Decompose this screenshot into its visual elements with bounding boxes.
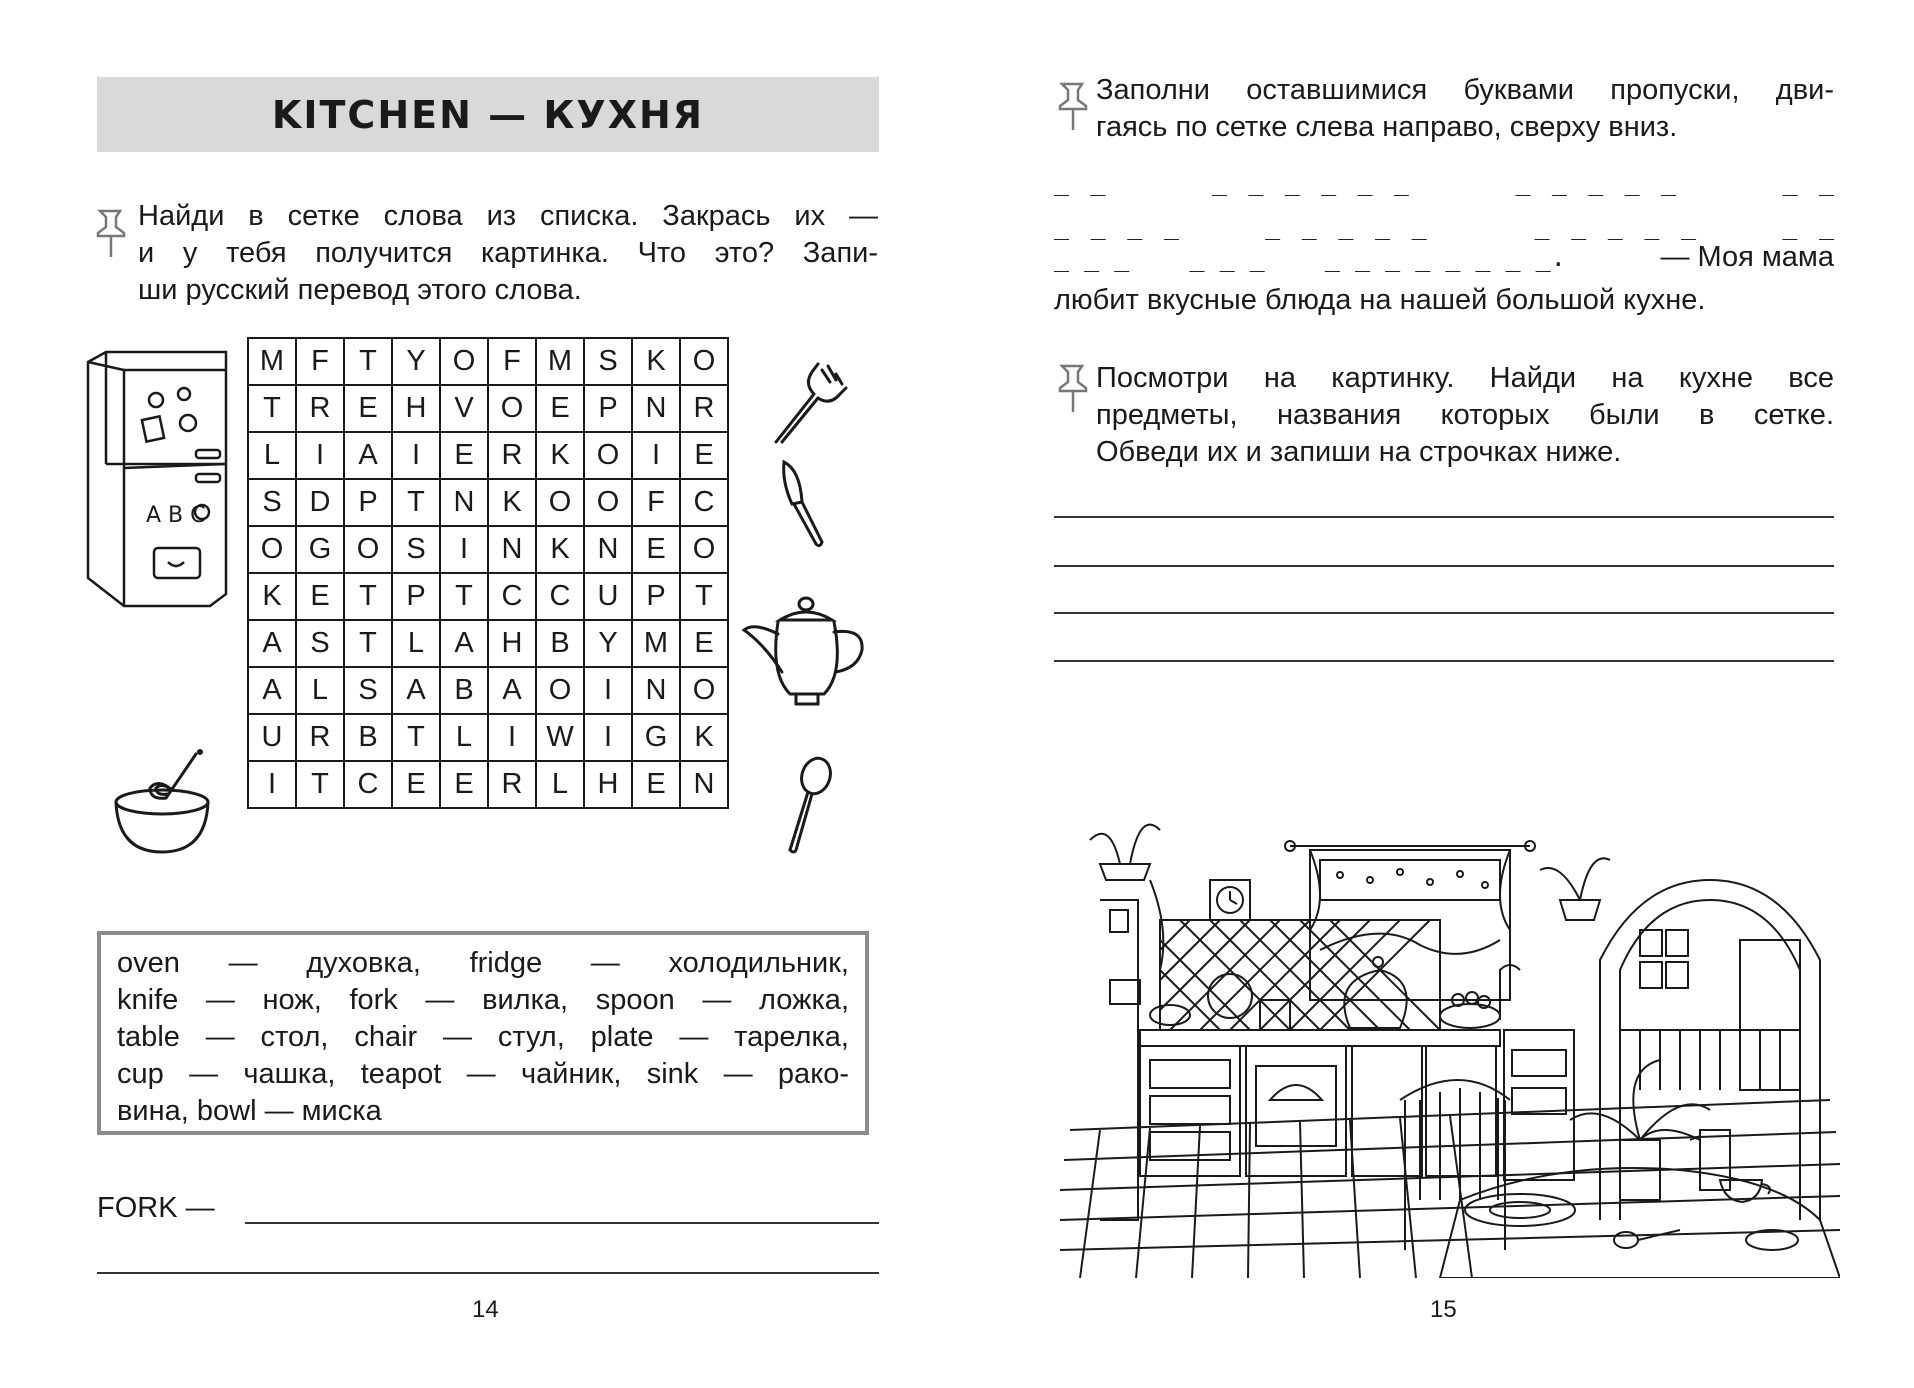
grid-cell[interactable]: C	[536, 573, 584, 620]
writing-line[interactable]	[1054, 612, 1834, 614]
grid-cell[interactable]: L	[440, 714, 488, 761]
teapot-icon	[740, 594, 870, 710]
grid-cell[interactable]: V	[440, 385, 488, 432]
page-number: 14	[472, 1296, 499, 1323]
grid-cell[interactable]: T	[680, 573, 728, 620]
grid-cell[interactable]: E	[440, 761, 488, 808]
fill-blank-line-3	[1054, 238, 1834, 278]
grid-cell[interactable]: O	[488, 385, 536, 432]
grid-cell[interactable]: S	[344, 667, 392, 714]
grid-cell[interactable]: I	[488, 714, 536, 761]
grid-cell[interactable]: I	[296, 432, 344, 479]
fill-blank-line[interactable]: _ _ _ _ _ _ _ _ _ _ _ _ _ _.	[1054, 243, 1566, 272]
grid-cell[interactable]: N	[584, 526, 632, 573]
grid-cell[interactable]: A	[248, 667, 296, 714]
grid-cell[interactable]: O	[680, 526, 728, 573]
fork-icon	[770, 354, 850, 448]
writing-line[interactable]	[1054, 516, 1834, 518]
grid-cell[interactable]: L	[536, 761, 584, 808]
grid-cell[interactable]: G	[296, 526, 344, 573]
grid-row	[248, 432, 728, 479]
grid-row	[248, 526, 728, 573]
grid-cell[interactable]: A	[440, 620, 488, 667]
task2-line: гаясь по сетке слева направо, сверху вниз.	[1096, 111, 1678, 143]
grid-cell[interactable]: E	[392, 761, 440, 808]
vocabulary-line: cup — чашка, teapot — чайник, sink — рако-	[117, 1058, 849, 1090]
fill-sentence-end: любит вкусные блюда на нашей большой кухне.	[1054, 284, 1706, 316]
grid-cell[interactable]: M	[632, 620, 680, 667]
grid-row	[248, 714, 728, 761]
grid-cell[interactable]: O	[680, 338, 728, 385]
writing-line[interactable]	[1054, 565, 1834, 567]
bowl-whisk-icon	[110, 748, 214, 858]
grid-cell[interactable]: F	[632, 479, 680, 526]
knife-icon	[780, 458, 830, 548]
grid-cell[interactable]: K	[536, 526, 584, 573]
grid-cell[interactable]: P	[584, 385, 632, 432]
task1-line: Найди в сетке слова из списка. Закрась их —	[138, 200, 878, 232]
grid-cell[interactable]: O	[440, 338, 488, 385]
grid-cell[interactable]: T	[344, 338, 392, 385]
grid-cell[interactable]: R	[680, 385, 728, 432]
task2-line: Заполни оставшимися буквами пропуски, дви-	[1096, 74, 1834, 106]
fridge-illustration	[84, 348, 232, 608]
grid-cell[interactable]: S	[584, 338, 632, 385]
grid-row	[248, 620, 728, 667]
grid-cell[interactable]: O	[248, 526, 296, 573]
grid-cell[interactable]: P	[392, 573, 440, 620]
grid-cell[interactable]: H	[584, 761, 632, 808]
grid-cell[interactable]: R	[296, 385, 344, 432]
answer-line[interactable]	[245, 1222, 879, 1224]
grid-row	[248, 385, 728, 432]
grid-cell[interactable]: A	[248, 620, 296, 667]
grid-cell[interactable]: K	[536, 432, 584, 479]
word-search-grid	[247, 337, 729, 809]
grid-cell[interactable]: R	[488, 761, 536, 808]
grid-cell[interactable]: L	[392, 620, 440, 667]
grid-cell[interactable]: W	[536, 714, 584, 761]
grid-cell[interactable]: I	[248, 761, 296, 808]
grid-cell[interactable]: K	[680, 714, 728, 761]
grid-cell[interactable]: O	[536, 667, 584, 714]
grid-cell[interactable]: M	[536, 338, 584, 385]
vocabulary-line: table — стол, chair — стул, plate — тарелка,	[117, 1021, 849, 1053]
grid-cell[interactable]: K	[632, 338, 680, 385]
grid-cell[interactable]: B	[440, 667, 488, 714]
answer-line[interactable]	[97, 1272, 879, 1274]
grid-row	[248, 573, 728, 620]
task3-line: Обведи их и запиши на строчках ниже.	[1096, 436, 1622, 468]
answer-label: FORK —	[97, 1192, 215, 1224]
grid-cell[interactable]: T	[296, 761, 344, 808]
grid-cell[interactable]: D	[296, 479, 344, 526]
grid-cell[interactable]: R	[296, 714, 344, 761]
grid-cell[interactable]: O	[584, 479, 632, 526]
grid-cell[interactable]: N	[440, 479, 488, 526]
grid-cell[interactable]: E	[344, 385, 392, 432]
grid-row	[248, 479, 728, 526]
grid-cell[interactable]: C	[344, 761, 392, 808]
task1-line: ши русский перевод этого слова.	[138, 274, 582, 306]
grid-cell[interactable]: C	[488, 573, 536, 620]
grid-cell[interactable]: E	[440, 432, 488, 479]
grid-cell[interactable]: U	[584, 573, 632, 620]
task1-line: и у тебя получится картинка. Что это? Запи-	[138, 237, 878, 269]
fill-sentence-part: — Моя мама	[1660, 241, 1834, 273]
task3-line: Посмотри на картинку. Найди на кухне все	[1096, 362, 1834, 394]
grid-cell[interactable]: O	[584, 432, 632, 479]
grid-cell[interactable]: T	[440, 573, 488, 620]
grid-cell[interactable]: F	[488, 338, 536, 385]
vocabulary-line: oven — духовка, fridge — холодильник,	[117, 947, 849, 979]
grid-cell[interactable]: B	[536, 620, 584, 667]
task2-instructions	[1096, 72, 1834, 146]
grid-cell[interactable]: N	[488, 526, 536, 573]
grid-cell[interactable]: O	[680, 667, 728, 714]
grid-row	[248, 667, 728, 714]
grid-cell[interactable]: L	[248, 432, 296, 479]
grid-cell[interactable]: S	[248, 479, 296, 526]
kitchen-scene-illustration	[1060, 800, 1840, 1278]
grid-cell[interactable]: Y	[584, 620, 632, 667]
task3-instructions	[1096, 360, 1834, 471]
grid-cell[interactable]: U	[248, 714, 296, 761]
pushpin-icon	[1056, 78, 1090, 134]
grid-cell[interactable]: E	[536, 385, 584, 432]
grid-cell[interactable]: N	[632, 667, 680, 714]
page-title: KITCHEN — КУХНЯ	[97, 77, 879, 152]
grid-cell[interactable]: I	[392, 432, 440, 479]
grid-cell[interactable]: E	[680, 620, 728, 667]
grid-cell[interactable]: I	[584, 667, 632, 714]
grid-cell[interactable]: B	[344, 714, 392, 761]
grid-cell[interactable]: S	[392, 526, 440, 573]
grid-cell[interactable]: T	[248, 385, 296, 432]
grid-cell[interactable]: N	[680, 761, 728, 808]
grid-cell[interactable]: P	[632, 573, 680, 620]
grid-cell[interactable]: I	[584, 714, 632, 761]
grid-cell[interactable]: O	[344, 526, 392, 573]
fill-blank-line[interactable]: _ _ _ _ _ _ _ _ _ _ _ _ _ _ _	[1054, 167, 1834, 196]
grid-cell[interactable]: K	[488, 479, 536, 526]
grid-cell[interactable]: E	[680, 432, 728, 479]
grid-cell[interactable]: T	[392, 479, 440, 526]
grid-cell[interactable]: H	[488, 620, 536, 667]
grid-cell[interactable]: C	[680, 479, 728, 526]
page-number: 15	[1430, 1296, 1457, 1323]
grid-cell[interactable]: H	[392, 385, 440, 432]
pushpin-icon	[94, 205, 128, 261]
grid-cell[interactable]: L	[296, 667, 344, 714]
grid-cell[interactable]: A	[344, 432, 392, 479]
grid-cell[interactable]: T	[344, 620, 392, 667]
grid-cell[interactable]: R	[488, 432, 536, 479]
grid-cell[interactable]: E	[296, 573, 344, 620]
grid-cell[interactable]: M	[248, 338, 296, 385]
grid-cell[interactable]: Y	[392, 338, 440, 385]
grid-cell[interactable]: T	[344, 573, 392, 620]
vocabulary-box	[97, 931, 869, 1135]
grid-cell[interactable]: A	[488, 667, 536, 714]
vocabulary-line: knife — нож, fork — вилка, spoon — ложка,	[117, 984, 849, 1016]
grid-cell[interactable]: I	[440, 526, 488, 573]
grid-row	[248, 761, 728, 808]
grid-cell[interactable]: T	[392, 714, 440, 761]
writing-line[interactable]	[1054, 660, 1834, 662]
task1-instructions	[138, 198, 878, 309]
grid-row	[248, 338, 728, 385]
fill-blank-line[interactable]: _ _ _ _ _ _ _ _ _ _ _ _ _ _ _ _	[1054, 211, 1834, 240]
grid-cell[interactable]: S	[296, 620, 344, 667]
grid-cell[interactable]: F	[296, 338, 344, 385]
task3-line: предметы, названия которых были в сетке.	[1096, 399, 1834, 431]
fridge-magnet-letters: A B C	[146, 503, 206, 528]
grid-cell[interactable]: P	[344, 479, 392, 526]
grid-cell[interactable]: E	[632, 526, 680, 573]
grid-cell[interactable]: E	[632, 761, 680, 808]
grid-cell[interactable]: K	[248, 573, 296, 620]
grid-cell[interactable]: O	[536, 479, 584, 526]
pushpin-icon	[1056, 360, 1090, 416]
grid-cell[interactable]: N	[632, 385, 680, 432]
spoon-icon	[780, 756, 836, 856]
grid-cell[interactable]: A	[392, 667, 440, 714]
vocabulary-line: вина, bowl — миска	[117, 1095, 382, 1127]
grid-cell[interactable]: G	[632, 714, 680, 761]
grid-cell[interactable]: I	[632, 432, 680, 479]
